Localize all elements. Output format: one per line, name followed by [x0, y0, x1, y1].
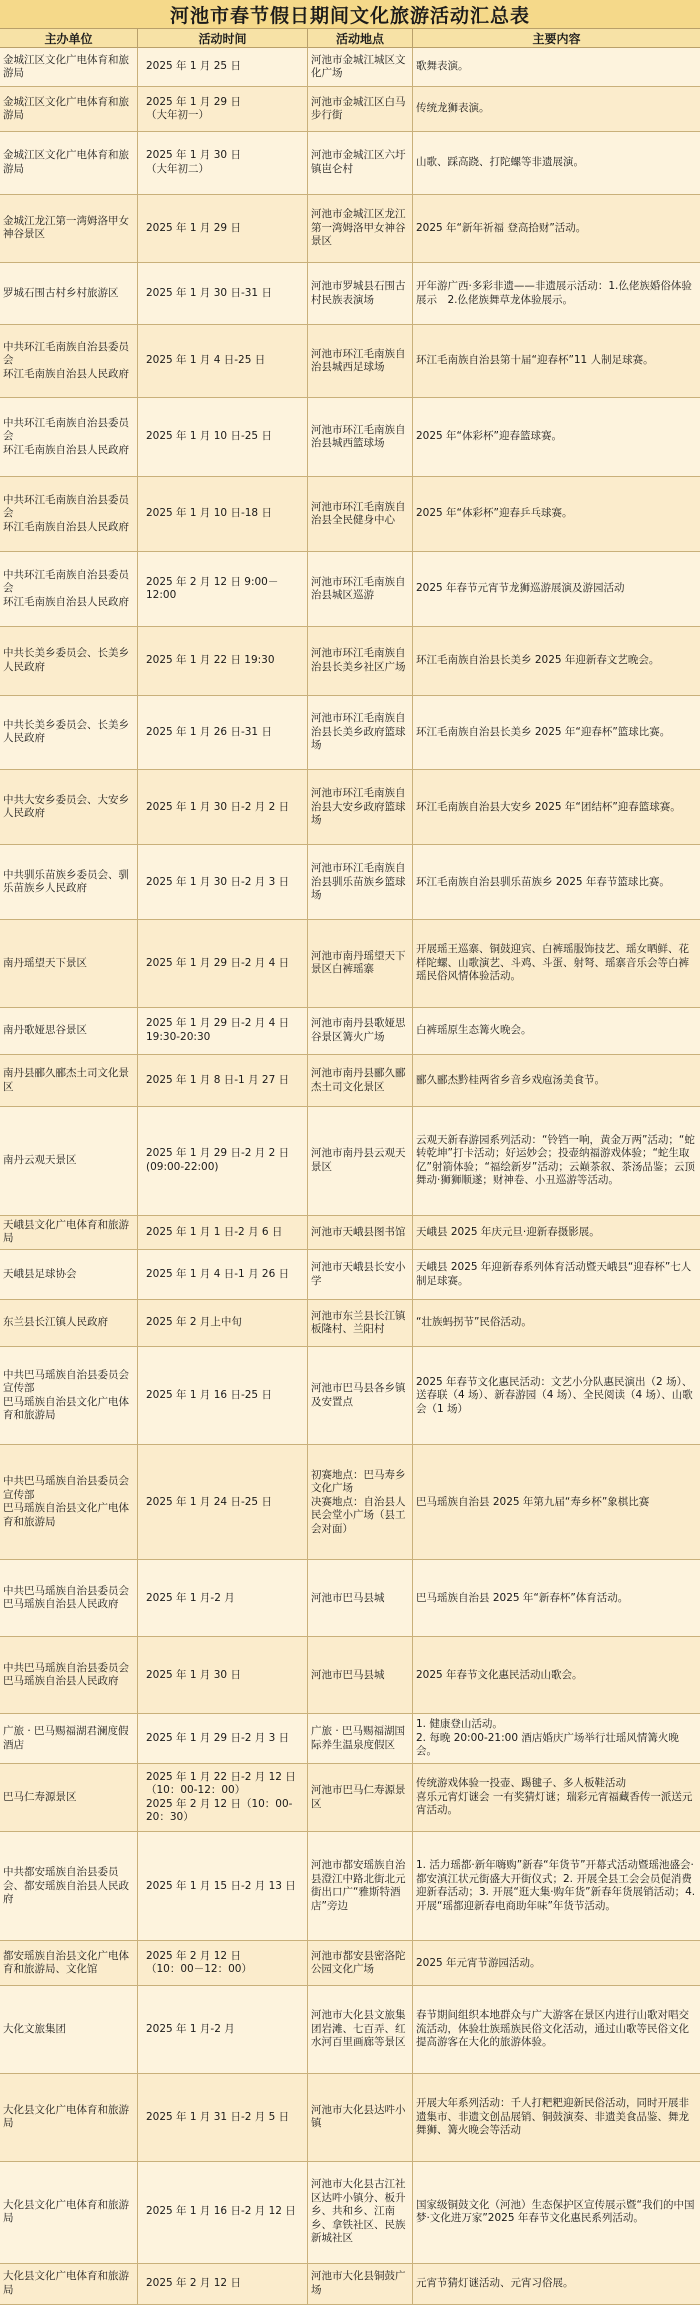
time-cell: 2025 年 1 月 31 日-2 月 5 日 — [138, 2074, 308, 2161]
document-title: 河池市春节假日期间文化旅游活动汇总表 — [0, 0, 700, 29]
header-content: 主要内容 — [532, 31, 581, 46]
organizer-cell: 都安瑶族自治县文化广电体育和旅游局、文化馆 — [0, 1941, 138, 1985]
header-place: 活动地点 — [308, 29, 413, 47]
time-cell: 2025 年 1 月 29 日-2 月 4 日 — [138, 920, 308, 1007]
table-row — [0, 132, 700, 194]
place-cell: 河池市巴马县各乡镇及安置点 — [308, 1347, 413, 1444]
table-row — [0, 398, 700, 477]
table-row — [0, 1941, 700, 1986]
table-row — [0, 48, 700, 87]
content-cell: 元宵节猜灯谜活动、元宵习俗展。 — [416, 2277, 574, 2290]
place-cell: 河池市大化县铜鼓广场 — [308, 2264, 413, 2304]
place-cell: 河池市环江毛南族自治县全民健身中心 — [308, 477, 413, 551]
place-cell: 河池市都安县密洛陀公园文化广场 — [308, 1941, 413, 1985]
table-row — [0, 325, 700, 398]
table-row — [0, 1637, 700, 1714]
table-row — [0, 1986, 700, 2074]
place-cell: 河池市金城江区白马步行街 — [308, 87, 413, 131]
place-cell: 河池市金城江区六圩镇岜仑村 — [308, 132, 413, 193]
table-row — [0, 2264, 700, 2305]
table-row — [0, 1300, 700, 1347]
content-cell: 开展大年系列活动：千人打粑粑迎新民俗活动，同时开展非遗集市、非遗文创品展销、铜鼓演奏、非遗美食品鉴、舞龙舞狮、篝火晚会等活动 — [416, 2097, 689, 2137]
place-cell: 河池市大化县文旅集团岩滩、七百弄、红水河百里画廊等景区 — [308, 1986, 413, 2073]
table-row — [0, 1832, 700, 1941]
content-cell: 天峨县 2025 年迎新春系列体育活动暨天峨县“迎春杯”七人制足球赛。 — [416, 1261, 692, 1287]
content-cell: 巴马瑶族自治县 2025 年“新春杯”体育活动。 — [416, 1591, 629, 1604]
table-row — [0, 1560, 700, 1637]
content-cell: 环江毛南族自治县大安乡 2025 年“团结杯”迎春篮球赛。 — [416, 800, 681, 813]
organizer-cell: 中共巴马瑶族自治县委员会 巴马瑶族自治县人民政府 — [0, 1637, 138, 1713]
place-cell: 河池市南丹县云观天景区 — [308, 1107, 413, 1215]
table-row — [0, 195, 700, 264]
table-row — [0, 263, 700, 325]
place-cell: 河池市都安瑶族自治县澄江中路北街北元街出口广“雅斯特酒店”旁边 — [308, 1832, 413, 1940]
content-cell: 2025 年“体彩杯”迎春乒乓球赛。 — [416, 507, 573, 520]
organizer-cell: 大化文旅集团 — [0, 1986, 138, 2073]
organizer-cell: 中共驯乐苗族乡委员会、驯乐苗族乡人民政府 — [0, 845, 138, 919]
organizer-cell: 大化县文化广电体育和旅游局 — [0, 2162, 138, 2263]
content-cell: 1. 活力瑶都·新年嗨购”新春“年货节”开幕式活动暨瑶池盛会·都安滇江状元街盛大开街仪式；2. 开展全县工会会员促消费迎新春活动；3. 开展“逛大集·购年货”新春年货展销活动；4. 开展“瑶都迎新春电商助年味”年货节活动。 — [416, 1859, 696, 1912]
table-row — [0, 627, 700, 696]
table-row — [0, 1055, 700, 1107]
place-cell: 河池市金城江区龙江第一湾姆洛甲女神谷景区 — [308, 195, 413, 263]
time-cell: 2025 年 2 月 12 日 （10：00－12：00） — [138, 1941, 308, 1985]
place-cell: 河池市东兰县长江镇板隆村、兰阳村 — [308, 1300, 413, 1346]
place-cell: 初赛地点：巴马寿乡文化广场 决赛地点：自治县人民会堂小广场（县工会对面） — [308, 1445, 413, 1559]
table-row — [0, 2074, 700, 2162]
time-cell: 2025 年 1 月 8 日-1 月 27 日 — [138, 1055, 308, 1106]
time-cell: 2025 年 2 月 12 日 9:00－12:00 — [138, 552, 308, 626]
place-cell: 河池市大化县古江社区达吽小镇分、板升乡、共和乡、江南乡、拿铁社区、民族新城社区 — [308, 2162, 413, 2263]
organizer-cell: 中共长美乡委员会、长美乡人民政府 — [0, 627, 138, 695]
table-row — [0, 1714, 700, 1764]
content-cell: 开展瑶王巡寨、铜鼓迎宾、白裤瑶服饰技艺、瑶女晒鲜、花样陀螺、山歌演艺、斗鸡、斗蛋、射弩、瑶寨音乐会等白裤瑶民俗风情体验活动。 — [416, 943, 689, 983]
time-cell: 2025 年 1 月 16 日-2 月 12 日 — [138, 2162, 308, 2263]
place-cell: 河池市南丹瑶望天下景区白裤瑶寨 — [308, 920, 413, 1007]
content-cell: 2025 年春节元宵节龙狮巡游展演及游园活动 — [416, 582, 625, 595]
content-cell: 2025 年“新年祈福 登高拾财”活动。 — [416, 221, 587, 234]
organizer-cell: 中共都安瑶族自治县委员会、都安瑶族自治县人民政府 — [0, 1832, 138, 1940]
place-cell: 河池市南丹县郦久郦杰土司文化景区 — [308, 1055, 413, 1106]
time-cell: 2025 年 1 月 30 日-2 月 2 日 — [138, 770, 308, 844]
content-cell: 国家级铜鼓文化（河池）生态保护区宣传展示暨“我们的中国梦·文化进万家”2025 年春节文化惠民系列活动。 — [416, 2198, 695, 2225]
time-cell: 2025 年 1 月 1 日-2 月 6 日 — [138, 1216, 308, 1250]
time-cell: 2025 年 1 月-2 月 — [138, 1560, 308, 1636]
organizer-cell: 东兰县长江镇人民政府 — [0, 1300, 138, 1346]
place-cell: 广旅 · 巴马赐福湖国际养生温泉度假区 — [308, 1714, 413, 1763]
organizer-cell: 南丹云观天景区 — [0, 1107, 138, 1215]
organizer-cell: 南丹瑶望天下景区 — [0, 920, 138, 1007]
content-cell: 云观天新春游园系列活动：“铃铛一响，黄金万两”活动；“蛇转乾坤”打卡活动；好运妙会；投壶纳福游戏体验；“蛇生取亿”射箭体验；“福绘新岁”活动；云巅茶叙、茶汤品鉴；云顶舞动·狮狮顺遂；财神卷、小丑巡游等活动。 — [416, 1133, 695, 1187]
organizer-cell: 广旅 · 巴马赐福湖君澜度假酒店 — [0, 1714, 138, 1763]
place-cell: 河池市环江毛南族自治县城西篮球场 — [308, 398, 413, 476]
organizer-cell: 中共大安乡委员会、大安乡人民政府 — [0, 770, 138, 844]
place-cell: 河池市环江毛南族自治县城区巡游 — [308, 552, 413, 626]
content-cell: 白裤瑶原生态篝火晚会。 — [416, 1024, 532, 1037]
table-row — [0, 1445, 700, 1560]
organizer-cell: 中共长美乡委员会、长美乡人民政府 — [0, 696, 138, 770]
time-cell: 2025 年 1 月 29 日 — [138, 195, 308, 263]
organizer-cell: 中共环江毛南族自治县委员会 环江毛南族自治县人民政府 — [0, 477, 138, 551]
time-cell: 2025 年 1 月 29 日 （大年初一） — [138, 87, 308, 131]
content-cell: 2025 年春节文化惠民活动山歌会。 — [416, 1668, 583, 1681]
table-row — [0, 2162, 700, 2264]
time-cell: 2025 年 1 月 29 日-2 月 4 日 19:30-20:30 — [138, 1008, 308, 1054]
content-cell: 山歌、踩高跷、打陀螺等非遗展演。 — [416, 156, 584, 169]
place-cell: 河池市巴马仁寿源景区 — [308, 1764, 413, 1832]
table-row — [0, 1107, 700, 1216]
table-row — [0, 87, 700, 132]
place-cell: 河池市环江毛南族自治县城西足球场 — [308, 325, 413, 397]
time-cell: 2025 年 2 月 12 日 — [138, 2264, 308, 2304]
table-header — [0, 29, 700, 48]
organizer-cell: 大化县文化广电体育和旅游局 — [0, 2264, 138, 2304]
table-row — [0, 1216, 700, 1251]
content-cell: 巴马瑶族自治县 2025 年第九届“寿乡杯”象棋比赛 — [416, 1495, 650, 1508]
organizer-cell: 中共巴马瑶族自治县委员会宣传部 巴马瑶族自治县文化广电体育和旅游局 — [0, 1445, 138, 1559]
content-cell: 2025 年“体彩杯”迎春篮球赛。 — [416, 430, 562, 443]
table-row — [0, 1008, 700, 1055]
table-body — [0, 48, 700, 2305]
time-cell: 2025 年 1 月 22 日-2 月 12 日（10：00-12：00） 2025 年 2 月 12 日（10：00-20：30） — [138, 1764, 308, 1832]
place-cell: 河池市环江毛南族自治县大安乡政府篮球场 — [308, 770, 413, 844]
organizer-cell: 中共环江毛南族自治县委员会 环江毛南族自治县人民政府 — [0, 325, 138, 397]
content-cell: 环江毛南族自治县第十届“迎春杯”11 人制足球赛。 — [416, 354, 654, 367]
place-cell: 河池市罗城县石围古村民族表演场 — [308, 263, 413, 324]
organizer-cell: 南丹歌娅思谷景区 — [0, 1008, 138, 1054]
time-cell: 2025 年 1 月-2 月 — [138, 1986, 308, 2073]
table-row — [0, 477, 700, 552]
content-cell: 2025 年元宵节游园活动。 — [416, 1956, 541, 1969]
time-cell: 2025 年 1 月 10 日-18 日 — [138, 477, 308, 551]
table-row — [0, 920, 700, 1008]
content-cell: 2025 年春节文化惠民活动：文艺小分队惠民演出（2 场）、送春联（4 场）、新春游园（4 场）、全民阅读（4 场）、山歌会（1 场） — [416, 1375, 693, 1415]
table-row — [0, 1250, 700, 1300]
table-row — [0, 845, 700, 920]
time-cell: 2025 年 1 月 30 日 — [138, 1637, 308, 1713]
organizer-cell: 金城江区文化广电体育和旅游局 — [0, 87, 138, 131]
time-cell: 2025 年 1 月 15 日-2 月 13 日 — [138, 1832, 308, 1940]
table-row — [0, 770, 700, 845]
place-cell: 河池市大化县达吽小镇 — [308, 2074, 413, 2161]
content-cell: 传统游戏体验一投壶、踢毽子、多人板鞋活动 喜乐元宵灯谜会 一有奖猜灯谜；瑞彩元宵福藏香传一派送元宵活动。 — [416, 1777, 693, 1817]
table-row — [0, 696, 700, 771]
place-cell: 河池市环江毛南族自治县驯乐苗族乡篮球场 — [308, 845, 413, 919]
organizer-cell: 天峨县文化广电体育和旅游局 — [0, 1216, 138, 1250]
content-cell: 开年游广西·多彩非遗——非遗展示活动：1.仫佬族婚俗体验展示 2.仫佬族舞草龙体验展示。 — [416, 280, 692, 306]
content-cell: 天峨县 2025 年庆元旦·迎新春摄影展。 — [416, 1225, 600, 1238]
content-cell: “壮族蚂拐节”民俗活动。 — [416, 1316, 532, 1329]
time-cell: 2025 年 1 月 29 日-2 月 2 日 (09:00-22:00) — [138, 1107, 308, 1215]
place-cell: 河池市金城江城区文化广场 — [308, 48, 413, 86]
header-time: 活动时间 — [138, 29, 308, 47]
organizer-cell: 中共巴马瑶族自治县委员会 巴马瑶族自治县人民政府 — [0, 1560, 138, 1636]
time-cell: 2025 年 1 月 24 日-25 日 — [138, 1445, 308, 1559]
place-cell: 河池市巴马县城 — [308, 1560, 413, 1636]
table-row — [0, 1347, 700, 1445]
content-cell: 春节期间组织本地群众与广大游客在景区内进行山歌对唱交流活动，体验壮族瑶族民俗文化活动，通过山歌等民俗文化提高游客在大化的旅游体验。 — [416, 2009, 689, 2049]
organizer-cell: 罗城石围古村乡村旅游区 — [0, 263, 138, 324]
organizer-cell: 中共环江毛南族自治县委员会 环江毛南族自治县人民政府 — [0, 552, 138, 626]
time-cell: 2025 年 1 月 30 日 （大年初二） — [138, 132, 308, 193]
organizer-cell: 天峨县足球协会 — [0, 1250, 138, 1299]
header-organizer: 主办单位 — [0, 29, 138, 47]
time-cell: 2025 年 1 月 30 日-2 月 3 日 — [138, 845, 308, 919]
place-cell: 河池市巴马县城 — [308, 1637, 413, 1713]
content-cell: 环江毛南族自治县长美乡 2025 年迎新春文艺晚会。 — [416, 654, 660, 666]
content-cell: 1. 健康登山活动。 2. 每晚 20:00-21:00 酒店婚庆广场举行壮瑶风情篝火晚会。 — [416, 1718, 679, 1758]
organizer-cell: 中共巴马瑶族自治县委员会宣传部 巴马瑶族自治县文化广电体育和旅游局 — [0, 1347, 138, 1444]
organizer-cell: 大化县文化广电体育和旅游局 — [0, 2074, 138, 2161]
content-cell: 环江毛南族自治县长美乡 2025 年“迎春杯”篮球比赛。 — [416, 725, 671, 738]
organizer-cell: 南丹县郦久郦杰土司文化景区 — [0, 1055, 138, 1106]
content-cell: 歌舞表演。 — [416, 60, 469, 73]
place-cell: 河池市天峨县长安小学 — [308, 1250, 413, 1299]
time-cell: 2025 年 1 月 26 日-31 日 — [138, 696, 308, 770]
time-cell: 2025 年 2 月上中旬 — [138, 1300, 308, 1346]
content-cell: 环江毛南族自治县驯乐苗族乡 2025 年春节篮球比赛。 — [416, 875, 670, 888]
organizer-cell: 金城江区文化广电体育和旅游局 — [0, 132, 138, 193]
place-cell: 河池市环江毛南族自治县长美乡社区广场 — [308, 627, 413, 695]
place-cell: 河池市南丹县歌娅思谷景区篝火广场 — [308, 1008, 413, 1054]
time-cell: 2025 年 1 月 16 日-25 日 — [138, 1347, 308, 1444]
time-cell: 2025 年 1 月 4 日-25 日 — [138, 325, 308, 397]
place-cell: 河池市天峨县图书馆 — [308, 1216, 413, 1250]
table-row — [0, 1764, 700, 1833]
time-cell: 2025 年 1 月 30 日-31 日 — [138, 263, 308, 324]
time-cell: 2025 年 1 月 25 日 — [138, 48, 308, 86]
content-cell: 郦久郦杰黔桂两省乡音乡戏庖汤美食节。 — [416, 1073, 605, 1086]
organizer-cell: 巴马仁寿源景区 — [0, 1764, 138, 1832]
place-cell: 河池市环江毛南族自治县长美乡政府篮球场 — [308, 696, 413, 770]
time-cell: 2025 年 1 月 29 日-2 月 3 日 — [138, 1714, 308, 1763]
table-row — [0, 552, 700, 627]
organizer-cell: 中共环江毛南族自治县委员会 环江毛南族自治县人民政府 — [0, 398, 138, 476]
time-cell: 2025 年 1 月 22 日 19:30 — [138, 627, 308, 695]
organizer-cell: 金城江区文化广电体育和旅游局 — [0, 48, 138, 86]
time-cell: 2025 年 1 月 10 日-25 日 — [138, 398, 308, 476]
time-cell: 2025 年 1 月 4 日-1 月 26 日 — [138, 1250, 308, 1299]
content-cell: 传统龙狮表演。 — [416, 102, 490, 115]
organizer-cell: 金城江龙江第一湾姆洛甲女神谷景区 — [0, 195, 138, 263]
